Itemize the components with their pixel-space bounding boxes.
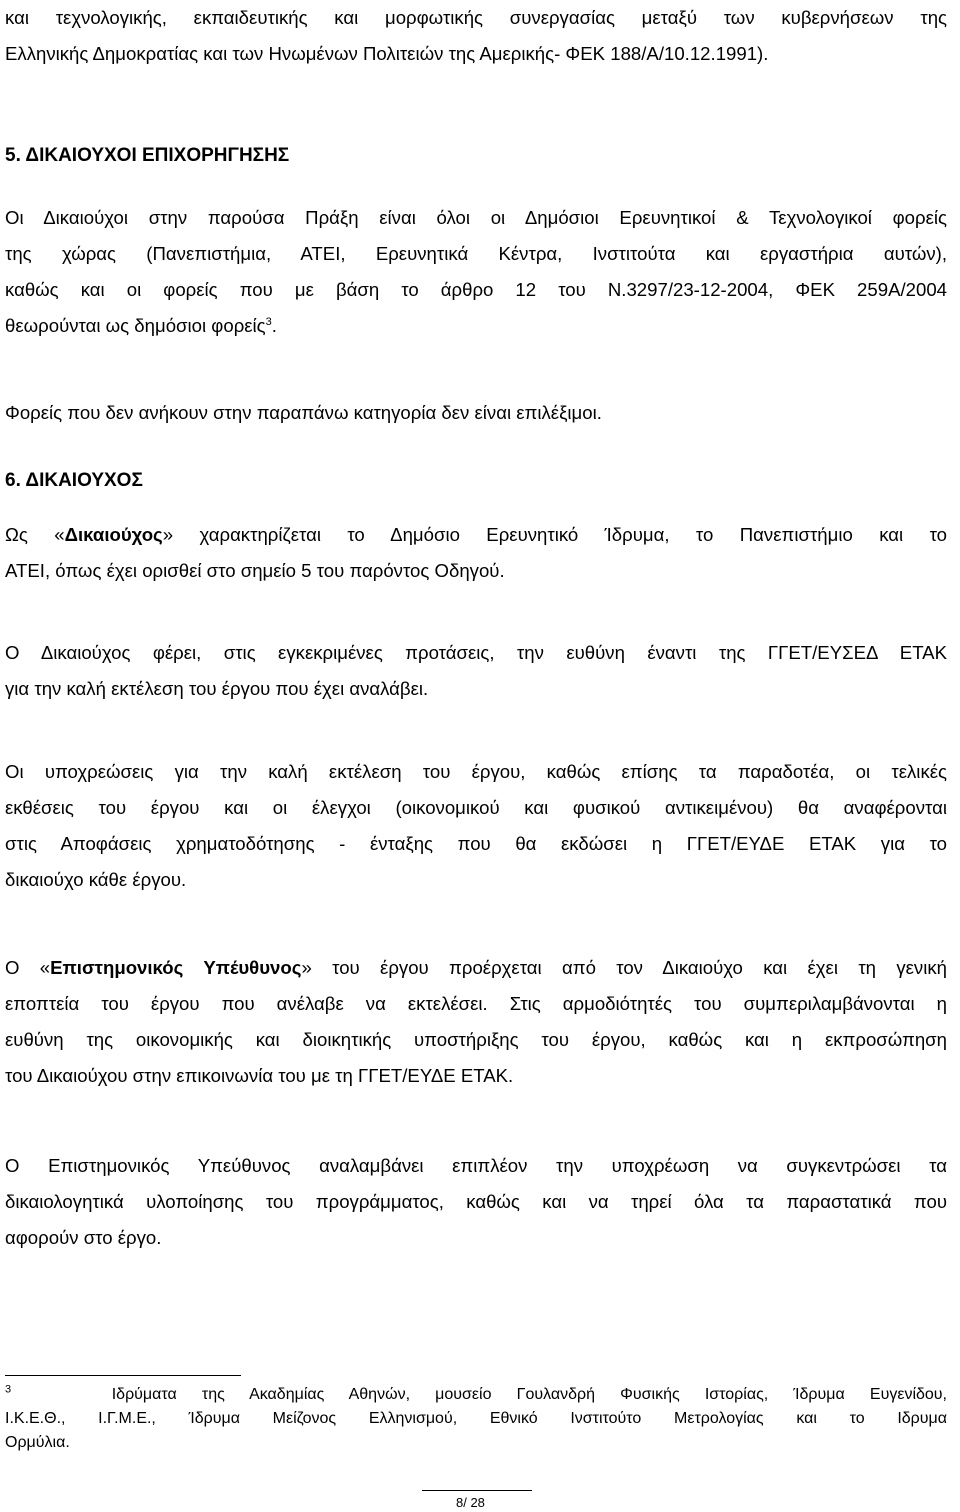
text-line: ευθύνη της οικονομικής και διοικητικής υποστήριξης του έργου, καθώς και η εκπροσώπηση bbox=[5, 1029, 947, 1050]
text-line: στις Αποφάσεις χρηματοδότησης - ένταξης που θα εκδώσει η ΓΓΕΤ/ΕΥΔΕ ΕΤΑΚ για το bbox=[5, 833, 947, 854]
page-number: 8/ 28 bbox=[456, 1495, 485, 1510]
text-line: Ελληνικής Δημοκρατίας και των Ηνωμένων Πολιτειών της Αμερικής- ΦΕΚ 188/Α/10.12.1991). bbox=[5, 43, 769, 64]
text-line: εκθέσεις του έργου και οι έλεγχοι (οικονομικού και φυσικού αντικειμένου) θα αναφέρονται bbox=[5, 797, 947, 818]
text-line: και τεχνολογικής, εκπαιδευτικής και μορφωτικής συνεργασίας μεταξύ των κυβερνήσεων της bbox=[5, 7, 947, 28]
text-line: καθώς και οι φορείς που με βάση το άρθρο 12 του Ν.3297/23-12-2004, ΦΕΚ 259Α/2004 bbox=[5, 279, 947, 300]
intro-paragraph bbox=[5, 0, 947, 72]
footnote-reference: 3 bbox=[265, 315, 272, 328]
text-line: εποπτεία του έργου που ανέλαβε να εκτελέσει. Στις αρμοδιότητές του συμπεριλαμβάνονται η bbox=[5, 993, 947, 1014]
text-line bbox=[5, 950, 947, 986]
text-fragment: Ο « bbox=[5, 957, 51, 978]
text-line: για την καλή εκτέλεση του έργου που έχει αναλάβει. bbox=[5, 678, 429, 699]
footnote-line: Ι.Κ.Ε.Θ., Ι.Γ.Μ.Ε., Ίδρυμα Μείζονος Ελληνισμού, Εθνικό Ινστιτούτο Μετρολογίας και το Ιδρυμα bbox=[5, 1410, 947, 1427]
text-line: δικαιούχο κάθε έργου. bbox=[5, 869, 187, 890]
footnote-number: 3 bbox=[5, 1383, 12, 1396]
text-line: ΑΤΕΙ, όπως έχει ορισθεί στο σημείο 5 του παρόντος Οδηγού. bbox=[5, 560, 505, 581]
section-6-heading: 6. ΔΙΚΑΙΟΥΧΟΣ bbox=[5, 470, 143, 491]
footnote-line bbox=[5, 1383, 947, 1407]
text-fragment: » χαρακτηρίζεται το Δημόσιο Ερευνητικό Ίδρυμα, το Πανεπιστήμιο και το bbox=[162, 524, 947, 545]
text-fragment: Ιδρύματα της Ακαδημίας Αθηνών, μουσείο Γουλανδρή Φυσικής Ιστορίας, Ίδρυμα Ευγενίδου, bbox=[111, 1386, 948, 1403]
section-6-paragraph-5 bbox=[5, 1148, 947, 1256]
text-fragment: » του έργου προέρχεται από τον Δικαιούχο και έχει τη γενική bbox=[301, 957, 947, 978]
text-line: της χώρας (Πανεπιστήμια, ΑΤΕΙ, Ερευνητικά Κέντρα, Ινστιτούτα και εργαστήρια αυτών), bbox=[5, 243, 947, 264]
text-line: Ο Επιστημονικός Υπεύθυνος αναλαμβάνει επιπλέον την υποχρέωση να συγκεντρώσει τα bbox=[5, 1155, 947, 1176]
bold-term: Δικαιούχος bbox=[64, 524, 163, 545]
text-line bbox=[5, 308, 947, 344]
text-line: δικαιολογητικά υλοποίησης του προγράμματος, καθώς και να τηρεί όλα τα παραστατικά που bbox=[5, 1191, 947, 1212]
text-fragment: Ως « bbox=[5, 524, 65, 545]
text-line bbox=[5, 517, 947, 553]
section-6-paragraph-4 bbox=[5, 950, 947, 1094]
text-line: Φορείς που δεν ανήκουν στην παραπάνω κατηγορία δεν είναι επιλέξιμοι. bbox=[5, 402, 602, 423]
section-5-paragraph-2 bbox=[5, 395, 947, 431]
text-fragment: θεωρούνται ως δημόσιοι φορείς bbox=[5, 315, 266, 336]
text-line: του Δικαιούχου στην επικοινωνία του με τη ΓΓΕΤ/ΕΥΔΕ ΕΤΑΚ. bbox=[5, 1065, 514, 1086]
section-6-paragraph-3 bbox=[5, 754, 947, 898]
section-6-paragraph-2 bbox=[5, 635, 947, 707]
bold-term: Επιστημονικός Υπέυθυνος bbox=[50, 957, 302, 978]
text-fragment: . bbox=[271, 315, 277, 336]
footnote bbox=[5, 1383, 947, 1455]
text-line: Ο Δικαιούχος φέρει, στις εγκεκριμένες προτάσεις, την ευθύνη έναντι της ΓΓΕΤ/ΕΥΣΕΔ ΕΤΑΚ bbox=[5, 642, 947, 663]
text-line: Οι Δικαιούχοι στην παρούσα Πράξη είναι όλοι οι Δημόσιοι Ερευνητικοί & Τεχνολογικοί φορείς bbox=[5, 207, 947, 228]
footnote-line: Ορμύλια. bbox=[5, 1434, 70, 1451]
page-number-rule bbox=[422, 1490, 532, 1491]
text-line: αφορούν στο έργο. bbox=[5, 1227, 162, 1248]
section-6-paragraph-1 bbox=[5, 517, 947, 589]
section-5-heading: 5. ΔΙΚΑΙΟΥΧΟΙ ΕΠΙΧΟΡΗΓΗΣΗΣ bbox=[5, 145, 290, 166]
text-line: Οι υποχρεώσεις για την καλή εκτέλεση του έργου, καθώς επίσης τα παραδοτέα, οι τελικές bbox=[5, 761, 947, 782]
footnote-separator bbox=[5, 1375, 241, 1376]
section-5-paragraph-1 bbox=[5, 200, 947, 344]
